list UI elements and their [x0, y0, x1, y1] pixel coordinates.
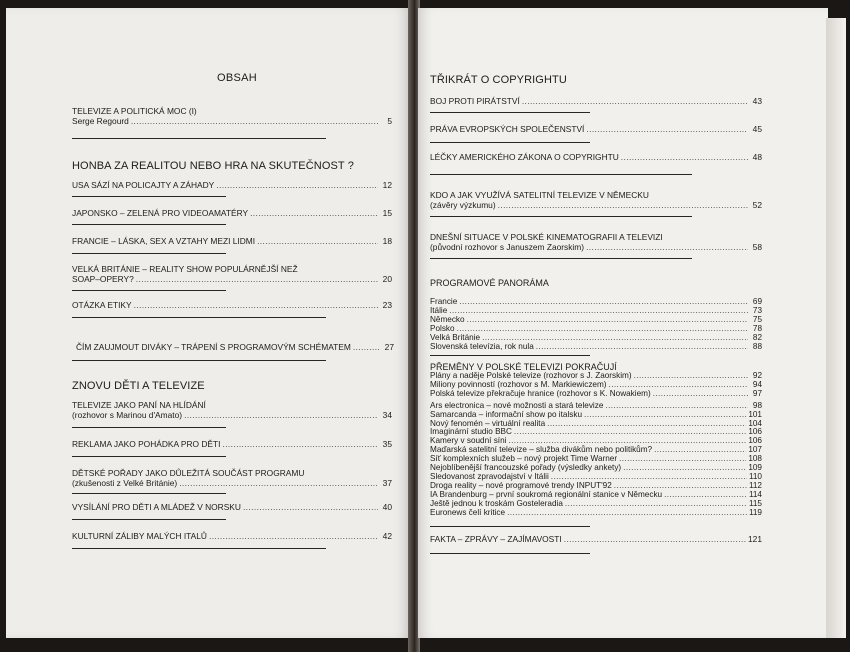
toc-entry-sub: (rozhovor s Marinou d'Amato) — [72, 410, 183, 420]
divider — [72, 317, 326, 318]
list-item-page: 108 — [748, 454, 762, 464]
page-edge — [826, 18, 846, 638]
divider — [72, 290, 226, 291]
premeny-list — [430, 372, 762, 518]
section-heading: HONBA ZA REALITOU NEBO HRA NA SKUTEČNOST ? — [72, 160, 354, 172]
toc-entry — [72, 264, 392, 284]
toc-entry-page: 40 — [382, 502, 392, 512]
list-item-page: 98 — [752, 400, 762, 410]
toc-entry — [430, 152, 762, 162]
toc-entry-sub: (původní rozhovor s Januszem Zaorskim) — [430, 242, 585, 252]
toc-entry — [72, 236, 392, 246]
toc-entry — [72, 300, 392, 310]
toc-entry-title-cont: SOAP–OPERY? — [72, 274, 134, 284]
list-item-title: Ars electronica – nové možnosti a stará televize — [430, 400, 604, 410]
toc-entry-page: 20 — [382, 274, 392, 284]
toc-entry-title: FRANCIE – LÁSKA, SEX A VZTAHY MEZI LIDMI — [72, 236, 256, 246]
toc-entry-page: 34 — [382, 410, 392, 420]
list-item-page: 88 — [752, 341, 762, 351]
divider — [72, 456, 226, 457]
toc-entry-page: 5 — [387, 116, 392, 126]
toc-entry-page: 12 — [382, 180, 392, 190]
list-item-page: 92 — [752, 371, 762, 380]
toc-entry-page: 48 — [752, 152, 762, 162]
toc-entry — [430, 96, 762, 106]
list-item-page: 75 — [752, 314, 762, 324]
toc-entry-page: 121 — [748, 534, 762, 544]
list-item-page: 82 — [752, 332, 762, 342]
list-item-title: Droga reality – nové programové trendy INPUT'92 — [430, 480, 612, 490]
toc-entry-page: 23 — [382, 300, 392, 310]
toc-entry — [72, 468, 392, 488]
list-item — [430, 509, 762, 518]
toc-entry-sub: (zkušenosti z Velké Británie) — [72, 478, 178, 488]
toc-entry-page: 43 — [752, 96, 762, 106]
toc-entry — [430, 124, 762, 134]
list-item — [430, 298, 762, 307]
list-item-page: 69 — [752, 297, 762, 306]
list-item-page: 94 — [752, 379, 762, 389]
list-item-page: 115 — [748, 498, 762, 508]
list-item — [430, 390, 762, 399]
list-item-title: Francie — [430, 297, 458, 306]
list-item-page: 78 — [752, 323, 762, 333]
list-item-title: Euronews čelí kritice — [430, 507, 506, 517]
left-page — [6, 8, 410, 638]
toc-entry-sub: (závěry výzkumu) — [430, 200, 496, 210]
toc-entry-title: DNEŠNÍ SITUACE V POLSKÉ KINEMATOGRAFII A TELEVIZI — [430, 232, 663, 242]
toc-entry-title: BOJ PROTI PIRÁTSTVÍ — [430, 96, 520, 106]
list-item-page: 106 — [748, 427, 762, 437]
section-heading: TŘIKRÁT O COPYRIGHTU — [430, 74, 567, 86]
list-item-title: Miliony povinností (rozhovor s M. Markiewiczem) — [430, 379, 607, 389]
toc-entry-title: PRÁVA EVROPSKÝCH SPOLEČENSTVÍ — [430, 124, 585, 134]
list-item-page: 101 — [748, 409, 762, 419]
divider — [72, 360, 326, 361]
toc-entry-title: DĚTSKÉ POŘADY JAKO DŮLEŽITÁ SOUČÁST PROGRAMU — [72, 468, 305, 478]
section-heading: ZNOVU DĚTI A TELEVIZE — [72, 380, 205, 392]
toc-entry — [430, 190, 762, 210]
toc-entry — [72, 531, 392, 541]
list-item-page: 104 — [748, 418, 762, 428]
list-item-title: Nový fenomén – virtuální realita — [430, 418, 546, 428]
list-item-page: 109 — [748, 463, 762, 473]
list-item-title: IA Brandenburg – první soukromá regionální stanice v Německu — [430, 489, 663, 499]
divider — [72, 493, 226, 494]
divider — [72, 548, 326, 549]
divider — [430, 142, 590, 143]
toc-entry-page: 52 — [752, 200, 762, 210]
divider — [72, 224, 226, 225]
section-heading: PROGRAMOVÉ PANORÁMA — [430, 278, 549, 288]
toc-entry-page: 42 — [382, 531, 392, 541]
list-item-title: Plány a naděje Polské televize (rozhovor s J. Zaorskim) — [430, 371, 632, 380]
list-item-title: Velká Británie — [430, 332, 481, 342]
list-item-title: Slovenská televízia, rok nula — [430, 341, 534, 351]
list-item-title: Imaginární studio BBC — [430, 427, 512, 437]
list-item — [430, 343, 762, 352]
toc-entry — [72, 439, 392, 449]
toc-entry — [72, 208, 392, 218]
divider — [430, 553, 590, 554]
list-item — [430, 307, 762, 316]
divider — [430, 174, 692, 175]
list-item-page: 97 — [752, 388, 762, 398]
toc-entry-author: Serge Regourd — [72, 116, 129, 126]
list-item-page: 119 — [748, 507, 762, 517]
list-item-page: 106 — [748, 436, 762, 446]
toc-entry-page: 45 — [752, 124, 762, 134]
toc-entry-title: KDO A JAK VYUŽÍVÁ SATELITNÍ TELEVIZE V NĚMECKU — [430, 190, 649, 200]
list-item-title: Maďarská satelitní televize – služba divákům nebo politikům? — [430, 445, 653, 455]
toc-entry — [72, 400, 392, 420]
section-heading: PŘEMĚNY V POLSKÉ TELEVIZI POKRAČUJÍ — [430, 362, 617, 372]
toc-entry-title: LÉČKY AMERICKÉHO ZÁKONA O COPYRIGHTU — [430, 152, 619, 162]
list-item-page: 114 — [748, 489, 762, 499]
toc-entry-title: OTÁZKA ETIKY — [72, 300, 132, 310]
toc-entry-page: 58 — [752, 242, 762, 252]
divider — [430, 526, 590, 527]
divider — [430, 216, 692, 217]
toc-entry-page: 15 — [382, 208, 392, 218]
divider — [72, 519, 226, 520]
list-item-title: Polsko — [430, 323, 455, 333]
divider — [72, 427, 226, 428]
right-page — [418, 8, 828, 638]
list-item-title: Síť komplexních služeb – nový projekt Time Warner — [430, 454, 618, 464]
list-item-title: Sledovanost zpravodajství v Itálii — [430, 471, 549, 481]
toc-entry-title: REKLAMA JAKO POHÁDKA PRO DĚTI — [72, 439, 221, 449]
list-item — [430, 316, 762, 325]
divider — [72, 253, 226, 254]
list-item-title: Polská televize překračuje hranice (rozhovor s K. Nowakiem) — [430, 388, 651, 398]
list-item-page: 110 — [748, 471, 762, 481]
list-item-page: 107 — [748, 445, 762, 455]
list-item-page: 112 — [748, 480, 762, 490]
toc-entry-page: 35 — [382, 439, 392, 449]
list-item-title: Nejoblíbenější francouzské pořady (výsledky ankety) — [430, 463, 622, 473]
toc-entry-title: VELKÁ BRITÁNIE – REALITY SHOW POPULÁRNĚJŠÍ NEŽ — [72, 264, 298, 274]
divider — [72, 196, 226, 197]
toc-entry-title: FAKTA – ZPRÁVY – ZAJÍMAVOSTI — [430, 534, 562, 544]
toc-entry-title: JAPONSKO – ZELENÁ PRO VIDEOAMATÉRY — [72, 208, 249, 218]
divider — [430, 355, 590, 356]
toc-entry-title: USA SÁZÍ NA POLICAJTY A ZÁHADY — [72, 180, 215, 190]
toc-entry-title: TELEVIZE A POLITICKÁ MOC (I) — [72, 106, 197, 116]
toc-entry-title: KULTURNÍ ZÁLIBY MALÝCH ITALŮ — [72, 531, 207, 541]
toc-entry — [72, 180, 392, 190]
contents-title: OBSAH — [216, 72, 257, 84]
list-item-title: Samarcanda – informační show po italsku — [430, 409, 583, 419]
toc-entry-page: 37 — [382, 478, 392, 488]
list-item-title: Itálie — [430, 305, 448, 315]
toc-entry-page: 27 — [384, 342, 394, 352]
panorama-list — [430, 298, 762, 351]
divider — [72, 138, 326, 139]
toc-entry-title: ČÍM ZAUJMOUT DIVÁKY – TRÁPENÍ S PROGRAMOVÝM SCHÉMATEM — [76, 342, 351, 352]
divider — [430, 112, 590, 113]
divider — [430, 258, 692, 259]
toc-entry — [72, 502, 392, 512]
toc-entry — [76, 342, 394, 352]
list-item-page: 73 — [752, 305, 762, 315]
list-item-title: Ještě jednou k troskám Gosteleradia — [430, 498, 563, 508]
toc-entry — [72, 106, 392, 126]
toc-entry-title: TELEVIZE JAKO PANÍ NA HLÍDÁNÍ — [72, 400, 206, 410]
toc-entry — [430, 534, 762, 544]
toc-entry-title: VYSÍLÁNÍ PRO DĚTI A MLÁDEŽ V NORSKU — [72, 502, 241, 512]
list-item-title: Kamery v soudní síni — [430, 436, 507, 446]
toc-entry-page: 18 — [382, 236, 392, 246]
list-item-title: Německo — [430, 314, 465, 324]
toc-entry — [430, 232, 762, 252]
